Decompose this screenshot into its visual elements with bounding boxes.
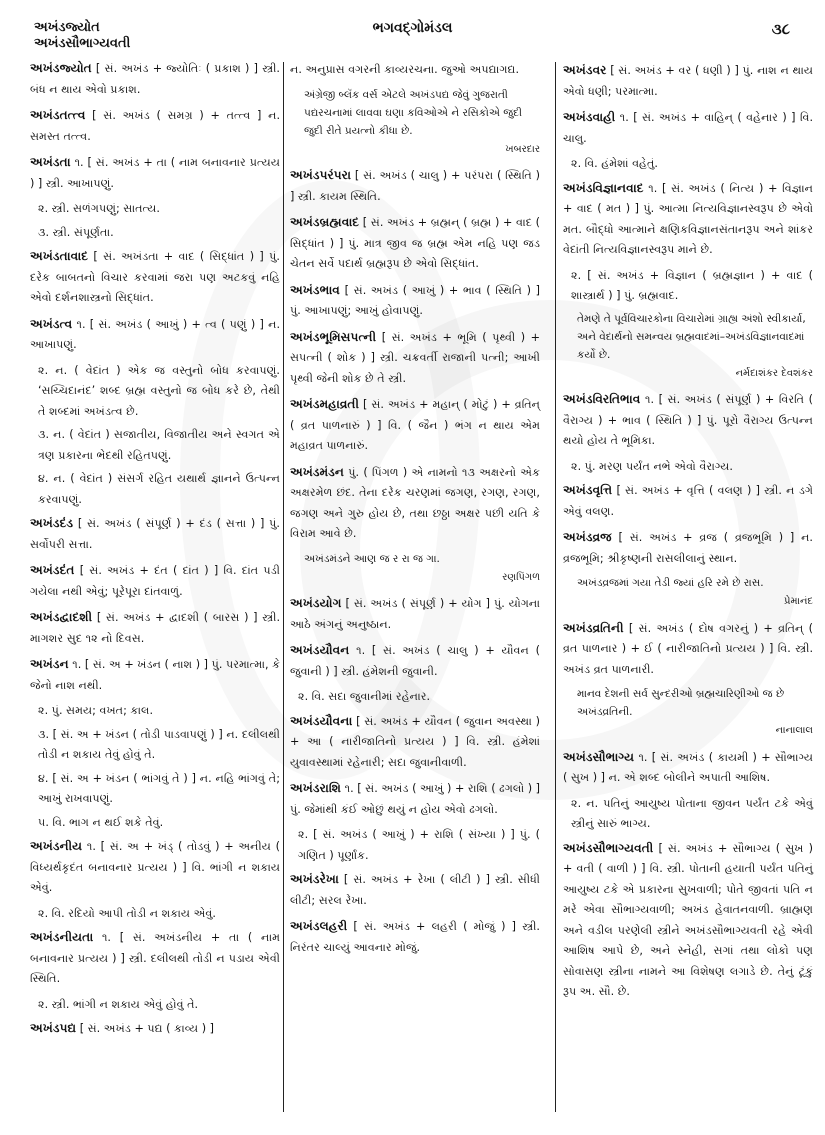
entry-definition: [ સં. અખંડ + દ્વાદશી ( બારસ ) ] સ્ત્રી. માગશર સુદ ૧૨ નો દિવસ. bbox=[30, 611, 280, 645]
entry-definition: [ સં. અખંડ + વ્રજ ( વ્રજભૂમિ ) ] ન. વ્રજભૂમિ; શ્રીકૃષ્ણની રાસલીલાનું સ્થાન. bbox=[563, 531, 813, 565]
guide-word-last: અખંડસૌભાગ્યવતી bbox=[34, 36, 131, 51]
entry-definition: [ સં. અખંડ ( સંપૂર્ણ ) + દંડ ( સત્તા ) ] પું. સર્વોપરી સત્તા. bbox=[30, 517, 280, 551]
entry-definition: [ સં. અખંડ + ભૂમિ ( પૃથ્વી ) + સપત્ની ( શોક ) ] સ્ત્રી. ચક્રવર્તી રાજાની પત્ની; આખી પૃથ્વી જેની શોક છે તે સ્ત્રી. bbox=[290, 330, 540, 385]
entry-quotation: તેમણે તે પૂર્વવિચારકોના વિચારોમાં ગ્રાહ્ય અંશો સ્વીકાર્યા, અને વેદાર્થનો સમન્વય બ્રહ્મવાદમાં–અખંડવિજ્ઞાનવાદમાં કર્યો છે. bbox=[577, 312, 806, 361]
entry-sense: ૨. પું. સમય; વખત; કાલ. bbox=[38, 704, 154, 717]
dictionary-entry bbox=[290, 394, 540, 457]
entry-definition: [ સં. અખંડ ( દોષ વગરનું ) + વ્રતિન્ ( વ્રત પાળનાર ) + ઈ ( નારીજાતિનો પ્રત્યય ) ] વિ. સ્ત્રી. અખંડ વ્રત પાળનારી. bbox=[563, 621, 813, 676]
entry-definition: ૧. [ સં. અખંડ ( કાયમી ) + સૌભાગ્ય ( સુખ ) ] ન. એ શબ્દ બોલીને અપાતી આશિષ. bbox=[563, 750, 814, 784]
entry-definition: [ સં. અખંડ + મહાન્ ( મોટું ) + વ્રતિન્ ( વ્રત પાળનારું ) ] વિ. ( જૈન ) ભંગ ન થાય એમ મહાવ્રત પાળનારું. bbox=[290, 398, 540, 452]
entry-headword: અખંડન bbox=[30, 657, 69, 671]
entry-definition: [ સં. અખંડ + પદ્ય ( કાવ્ય ) ] bbox=[79, 1022, 215, 1035]
entry-sense: ૩. સ્ત્રી. સંપૂર્ણતા. bbox=[38, 225, 114, 239]
quotation-author: રણપિંગળ bbox=[502, 571, 540, 583]
entry-headword: અખંડનીય bbox=[30, 839, 83, 853]
entry-definition: ન. અનુપ્રાસ વગરની કાવ્યરચના. જુઓ અપદ્યાગદ્ય. bbox=[290, 63, 519, 76]
entry-definition: [ સં. અખંડ + દંત ( દાંત ) ] વિ. દાંત પડી ગયેલા નથી એવું; પૂરેપૂરા દાંતવાળું. bbox=[30, 564, 280, 598]
entry-headword: અખંડયોગ bbox=[290, 596, 342, 610]
entry-headword: અખંડલહરી bbox=[290, 919, 348, 933]
guide-word-first: અખંડજ્યોત bbox=[34, 20, 100, 35]
entry-definition: ૧. [ સં. અખંડનીય + તા ( નામ બનાવનાર પ્રત્યય ) ] સ્ત્રી. દલીલથી તોડી ન પડાય એવી સ્થિતિ. bbox=[30, 931, 280, 985]
entry-headword: અખંડરાશિ bbox=[290, 781, 342, 795]
entry-definition: ૧. [ સં. અ + ખંડ્ ( તોડવું ) + અનીય ( વિધ્યર્થકૃદંત બનાવનાર પ્રત્યય ) ] વિ. ભાંગી ન શકાય એવું. bbox=[30, 840, 281, 894]
entry-definition: [ સં. અખંડ ( ચાલુ ) + પરંપરા ( સ્થિતિ ) ] સ્ત્રી. કાયમ સ્થિતિ. bbox=[290, 169, 541, 203]
entry-sense: ૨. વિ. સદા જુવાનીમાં રહેનાર. bbox=[298, 690, 431, 703]
dictionary-entry bbox=[290, 212, 540, 275]
dictionary-entry bbox=[563, 618, 813, 681]
entry-headword: અખંડસૌભાગ્ય bbox=[563, 749, 635, 764]
dictionary-entry bbox=[563, 747, 813, 789]
entry-definition: ૧. [ સં. અખંડ ( ચાલુ ) + યૌવન ( જુવાની ) ] સ્ત્રી. હંમેશની જુવાની. bbox=[290, 644, 540, 678]
dictionary-entry bbox=[290, 462, 540, 545]
dictionary-entry bbox=[30, 654, 280, 696]
dictionary-entry bbox=[30, 314, 280, 356]
quotation-author: નર્મદાશંકર દેવશંકર bbox=[735, 367, 813, 379]
dictionary-entry bbox=[290, 640, 540, 682]
entry-definition: [ સં. અખંડ + વર ( ધણી ) ] પું. નાશ ન થાય એવો ધણી; પરમાત્મા. bbox=[563, 64, 814, 98]
dictionary-entry bbox=[30, 560, 280, 602]
entry-headword: અખંડવર bbox=[563, 63, 607, 77]
entry-headword: અખંડયૌવન bbox=[290, 643, 350, 657]
dictionary-entry bbox=[290, 593, 540, 635]
dictionary-entry bbox=[290, 916, 540, 958]
dictionary-entry bbox=[563, 60, 813, 102]
entry-definition: ૧. [ સં. અખંડ + તા ( નામ બનાવનાર પ્રત્યય ) ] સ્ત્રી. આખાપણું. bbox=[30, 156, 280, 190]
entry-headword: અખંડદંડ bbox=[30, 516, 74, 530]
dictionary-entry bbox=[290, 280, 540, 322]
entry-definition: [ સં. અખંડ ( આખું ) + ભાવ ( સ્થિતિ ) ] પું. આખાપણું; આખું હોવાપણું. bbox=[290, 283, 541, 317]
entry-definition: [ સં. અખંડ ( સમગ્ર ) + તત્ત્વ ] ન. સમસ્ત તત્ત્વ. bbox=[30, 109, 281, 143]
dictionary-entry bbox=[30, 927, 280, 990]
entry-headword: અખંડદંત bbox=[30, 563, 75, 577]
entry-definition: ૧. [ સં. અખંડ + વાહિન્ ( વહેનાર ) ] વિ. ચાલુ. bbox=[563, 111, 813, 145]
entry-headword: અખંડભૂમિસપત્ની bbox=[290, 329, 377, 344]
entry-definition: [ સં. અખંડ + રેખા ( લીટી ) ] સ્ત્રી. સીધી લીટી; સરલ રેખા. bbox=[290, 873, 540, 907]
column-divider bbox=[283, 62, 284, 1112]
entry-definition: [ સં. અખંડ + સૌભાગ્ય ( સુખ ) + વતી ( વાળી ) ] વિ. સ્ત્રી. પોતાની હયાતી પર્યંત પતિનું આયુષ્ય ટકે એ પ્રકારના સુખવાળી; પોતે જીવતાં પતિ ન મરે એવા સૌભાગ્યવાળી; અખંડ હેવાતનવાળી. બ્રાહ્મણ અને વડીલ પરણેલી સ્ત્રીને અખંડસૌભાગ્યવતી રહે એવી આશિષ આપે છે, અને સ્નેહી, સગાં તથા લોકો પણ સોવાસણ સ્ત્રીના નામને આ વિશેષણ લગાડે છે. તેનું ટૂંકું રૂપ અ. સૌ. છે. bbox=[563, 841, 813, 998]
entry-headword: અખંડસૌભાગ્યવતી bbox=[563, 840, 654, 855]
quotation-author: પ્રેમાનંદ bbox=[783, 596, 813, 607]
entry-quotation: અખંડવ્રજમાં ગયા તેડી જ્યાં હરિ રમે છે રાસ. bbox=[577, 577, 764, 589]
entry-quotation: અખંડમંડને આણ જ ર રા જ ગા. bbox=[304, 552, 440, 565]
dictionary-entry bbox=[563, 389, 813, 452]
entry-sense: ૨. સ્ત્રી. સળંગપણું; સાતત્ય. bbox=[38, 202, 160, 215]
entry-headword: અખંડપરંપરા bbox=[290, 168, 351, 182]
entry-sense: ૨. વિ. રદિયો આપી તોડી ન શકાય એવું. bbox=[38, 906, 216, 920]
quotation-author: નાનાલાલ bbox=[775, 725, 813, 736]
dictionary-entry bbox=[30, 513, 280, 555]
entry-headword: અખંડતાવાદ bbox=[30, 249, 89, 263]
entry-definition: [ સં. અખંડ + યૌવન ( જુવાન અવસ્થા ) + આ ( નારીજાતિનો પ્રત્યય ) ] વિ. સ્ત્રી. હંમેશાં યુવાવસ્થામાં રહેનારી; સદા જુવાનીવાળી. bbox=[290, 714, 541, 769]
entry-sense: ૨. ન. પતિનું આયુષ્ય પોતાના જીવન પર્યંત ટકે એવું સ્ત્રીનું સારું ભાગ્ય. bbox=[571, 796, 813, 830]
entry-definition: [ સં. અખંડતા + વાદ ( સિદ્ધાંત ) ] પું. દરેક બાબતનો વિચાર કરવામાં જરા પણ અટકવું નહિ એવો દર્શનશાસ્ત્રનો સિદ્ધાંત. bbox=[30, 250, 280, 304]
dictionary-entry bbox=[290, 711, 540, 774]
entry-headword: અખંડભાવ bbox=[290, 282, 340, 297]
entry-definition: [ સં. અખંડ + જ્યોતિઃ ( પ્રકાશ ) ] સ્ત્રી. બંધ ન થાય એવો પ્રકાશ. bbox=[30, 62, 280, 96]
dictionary-entry bbox=[290, 60, 540, 81]
entry-sense: ૩. ન. ( વેદાંત ) સજાતીય, વિજાતીય અને સ્વગત એ ત્રણ પ્રકારના ભેદથી રહિતપણું. bbox=[38, 428, 280, 462]
entry-headword: અખંડમંડન bbox=[290, 464, 344, 479]
entry-definition: ૧. [ સં. અ + ખંડન ( નાશ ) ] પું. પરમાત્મા, કે જેનો નાશ નથી. bbox=[30, 658, 280, 692]
entry-headword: અખંડયૌવના bbox=[290, 713, 353, 728]
entry-headword: અખંડદ્વાદશી bbox=[30, 610, 93, 624]
entry-definition: ૧. [ સં. અખંડ ( આખું ) + રાશિ ( ઢગલો ) ] પું. જેમાંથી કંઈ ઓછું થયું ન હોય એવો ઢગલો. bbox=[290, 782, 541, 816]
entry-sense: ૪. ન. ( વેદાંત ) સંસર્ગ રહિત યથાર્થ જ્ઞાનને ઉત્પન્ન કરવાપણું. bbox=[38, 472, 280, 506]
entry-headword: અખંડતા bbox=[30, 155, 71, 169]
dictionary-entry bbox=[30, 105, 280, 147]
entry-quotation: અંગ્રેજી બ્લૅંક વર્સ એટલે અખંડપદ્ય જેવું ગુજરાતી પદ્યરચનામાં લાવવા ઘણા કવિઓએ ને રસિકોએ જુદી જુદી રીતે પ્રયત્નો કીધા છે. bbox=[304, 88, 523, 137]
entry-sense: ૨. પું. મરણ પર્યંત નભે એવો વૈરાગ્ય. bbox=[571, 459, 733, 473]
dictionary-entry bbox=[563, 527, 813, 569]
entry-headword: અખંડવાહી bbox=[563, 110, 616, 124]
entry-headword: અખંડવૃત્તિ bbox=[563, 483, 613, 497]
entry-headword: અખંડપદ્ય bbox=[30, 1021, 77, 1035]
entry-sense: ૩. [ સં. અ + ખંડન ( તોડી પાડવાપણું ) ] ન. દલીલથી તોડી ન શકાય તેવું હોવું તે. bbox=[38, 727, 280, 761]
quotation-author: ખબરદાર bbox=[505, 143, 540, 155]
entry-headword: અખંડવ્રજ bbox=[563, 530, 612, 544]
entry-quotation: માનવ દેશની સર્વ સુન્દરીઓ બ્રહ્મચારિણીઓ જ છે અખંડવ્રતિની. bbox=[577, 688, 785, 718]
entry-definition: [ સં. અખંડ + લહરી ( મોજું ) ] સ્ત્રી. નિરંતર ચાલ્યું આવનાર મોજું. bbox=[290, 920, 540, 954]
entry-headword: અખંડવિરતિભાવ bbox=[563, 392, 641, 406]
column-2 bbox=[290, 60, 540, 963]
entry-sense: ૨. સ્ત્રી. ભાંગી ન શકાય એવું હોવું તે. bbox=[38, 997, 199, 1011]
entry-sense: ૨. ન. ( વેદાંત ) એક જ વસ્તુનો બોધ કરવાપણું. ‘સચ્ચિદાનંદ’ શબ્દ બ્રહ્મ વસ્તુનો જ બોધ કરે છે, તેથી તે શબ્દમાં અખંડત્વ છે. bbox=[38, 363, 280, 418]
entry-headword: અખંડરેખા bbox=[290, 872, 339, 886]
entry-definition: ૧. [ સં. અખંડ ( આખું ) + ત્વ ( પણું ) ] ન. આખાપણું. bbox=[30, 317, 280, 351]
dictionary-entry bbox=[30, 607, 280, 649]
entry-headword: અખંડતત્ત્વ bbox=[30, 108, 86, 122]
page-title: ભગવદ્ગોમંડલ bbox=[372, 20, 453, 36]
entry-definition: ૧. [ સં. અખંડ ( સંપૂર્ણ ) + વિરતિ ( વૈરાગ્ય ) + ભાવ ( સ્થિતિ ) ] પું. પૂરો વૈરાગ્ય ઉત્પન્ન થયો હોય તે ભૂમિકા. bbox=[563, 393, 813, 447]
dictionary-entry bbox=[30, 152, 280, 194]
dictionary-entry bbox=[563, 838, 813, 1003]
entry-headword: અખંડવિજ્ઞાનવાદ bbox=[563, 180, 644, 195]
dictionary-entry bbox=[30, 836, 280, 899]
entry-definition: [ સં. અખંડ + બ્રહ્મન્ ( બ્રહ્મ ) + વાદ ( સિદ્ધાંત ) ] પું. માત્ર જીવ જ બ્રહ્મ એમ નહિ પણ જડ ચેતન સર્વે પદાર્થ બ્રહ્મરૂપ છે એવો સિદ્ધાંત. bbox=[290, 216, 540, 270]
entry-headword: અખંડબ્રહ્મવાદ bbox=[290, 215, 360, 229]
entry-headword: અખંડજ્યોત bbox=[30, 61, 92, 75]
dictionary-entry bbox=[563, 178, 813, 261]
column-divider bbox=[555, 62, 556, 1112]
dictionary-entry bbox=[30, 246, 280, 309]
entry-definition: પું. ( પિંગળ ) એ નામનો ૧૩ અક્ષરનો એક અક્ષરમેળ છંદ. તેના દરેક ચરણમાં જગણ, રગણ, રગણ, જગણ અને ગુરુ હોય છે, તથા છઠ્ઠા અક્ષર પછી યતિ કે વિરામ આવે છે. bbox=[290, 465, 541, 540]
entry-headword: અખંડત્વ bbox=[30, 316, 73, 331]
entry-definition: [ સં. અખંડ ( સંપૂર્ણ ) + યોગ ] પું. યોગના આઠે અંગનું અનુષ્ઠાન. bbox=[290, 597, 540, 631]
entry-headword: અખંડનીયતા bbox=[30, 930, 94, 944]
entry-definition: ૧. [ સં. અખંડ ( નિત્ય ) + વિજ્ઞાન + વાદ ( મત ) ] પું. આત્મા નિત્યવિજ્ઞાનસ્વરૂપ છે એવો મત. બૌદ્ધો આત્માને ક્ષણિકવિજ્ઞાનસંતાનરૂપ અને શાંકર વેદાંતી નિત્યવિજ્ઞાનસ્વરૂપ માને છે. bbox=[563, 181, 813, 256]
dictionary-entry bbox=[30, 58, 280, 100]
dictionary-entry bbox=[290, 778, 540, 820]
entry-sense: ૪. [ સં. અ + ખંડન ( ભાંગવું તે ) ] ન. નહિ ભાંગવું તે; આખું રાખવાપણું. bbox=[38, 771, 280, 805]
entry-sense: ૨. વિ. હંમેશાં વહેતું. bbox=[571, 157, 658, 170]
page-header bbox=[0, 10, 825, 50]
dictionary-entry bbox=[290, 327, 540, 390]
entry-definition: [ સં. અખંડ + વૃત્તિ ( વલણ ) ] સ્ત્રી. ન ડગે એવું વલણ. bbox=[563, 484, 814, 518]
dictionary-entry bbox=[563, 480, 813, 522]
entry-headword: અખંડવ્રતિની bbox=[563, 620, 624, 635]
entry-headword: અખંડમહાવ્રતી bbox=[290, 397, 359, 411]
column-3 bbox=[563, 60, 813, 1008]
page-number: ૩૮ bbox=[771, 20, 790, 38]
entry-sense: ૨. [ સં. અખંડ + વિજ્ઞાન ( બ્રહ્મજ્ઞાન ) + વાદ ( શાસ્ત્રાર્થ ) ] પું. બ્રહ્મવાદ. bbox=[571, 268, 813, 302]
entry-sense: ૨. [ સં. અખંડ ( આખું ) + રાશિ ( સંખ્યા ) ] પું. ( ગણિત ) પૂર્ણાંક. bbox=[298, 828, 540, 862]
dictionary-entry bbox=[563, 107, 813, 149]
dictionary-entry bbox=[30, 1018, 280, 1040]
column-1 bbox=[30, 58, 280, 1045]
dictionary-entry bbox=[290, 165, 540, 207]
entry-sense: ૫. વિ. ભાગ ન થઈ શકે તેવું. bbox=[38, 815, 164, 829]
dictionary-entry bbox=[290, 869, 540, 911]
